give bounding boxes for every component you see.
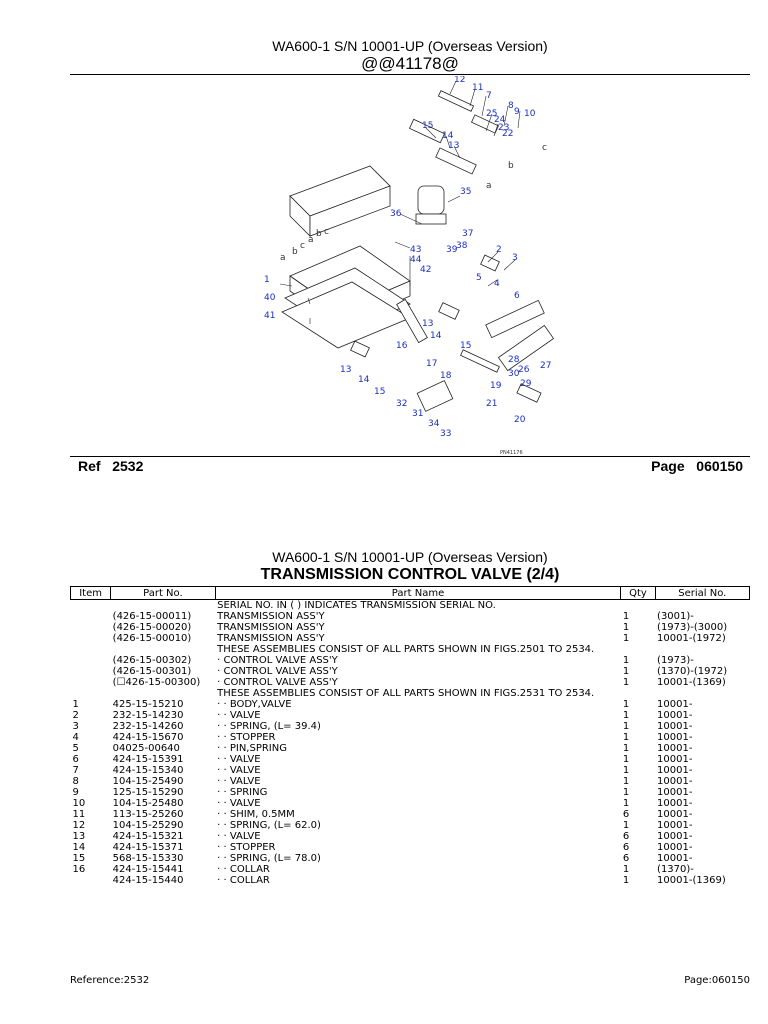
part-number-label: 40	[264, 293, 276, 303]
cell-qty: 1	[622, 710, 630, 721]
part-number-label: 32	[396, 399, 408, 409]
cell-qty: 1	[622, 622, 630, 633]
cell-qty: 1	[622, 611, 630, 622]
col-qty-header: Qty	[621, 587, 655, 600]
cell-part-name: · · VALVE	[217, 831, 261, 842]
table-row	[71, 831, 750, 842]
cell-part-no: 424-15-15440	[112, 875, 184, 886]
cell-qty: 1	[622, 754, 630, 765]
cell-part-no: 232-15-14260	[112, 721, 184, 732]
part-number-label: 24	[494, 115, 506, 125]
part-number-label: 13	[448, 141, 460, 151]
cell-part-no: (426-15-00011)	[112, 611, 192, 622]
cell-qty: 1	[622, 732, 630, 743]
cell-item	[71, 633, 111, 644]
part-number-label: 11	[472, 83, 484, 93]
cell-serial: 10001-	[657, 842, 693, 853]
part-number-label: 6	[514, 291, 520, 301]
cell-part-no: (426-15-00020)	[112, 622, 192, 633]
table-row	[71, 666, 750, 677]
cell-item: 2	[72, 710, 79, 721]
cell-item: 12	[72, 820, 86, 831]
exploded-parts-diagram	[250, 76, 570, 456]
cell-part-no: 104-15-25290	[112, 820, 184, 831]
cell-qty	[621, 600, 655, 612]
col-part-header: Part No.	[111, 587, 215, 600]
cell-item	[71, 677, 111, 688]
cell-part-name: · · SPRING	[217, 787, 268, 798]
cell-item: 15	[72, 853, 86, 864]
cell-item	[71, 666, 111, 677]
cell-item: 11	[72, 809, 86, 820]
part-number-label: 9	[514, 107, 520, 117]
cell-part-name: · CONTROL VALVE ASS'Y	[217, 655, 338, 666]
cell-part-no	[111, 688, 215, 699]
part-number-label: 36	[390, 209, 402, 219]
spool-upper-1	[438, 91, 473, 112]
cell-part-name: · · SPRING, (L= 39.4)	[217, 721, 321, 732]
cell-qty: 6	[622, 853, 630, 864]
part-number-label: 12	[454, 76, 466, 85]
table-row	[71, 809, 750, 820]
table-row	[71, 721, 750, 732]
cell-serial: 10001-	[657, 754, 693, 765]
part-number-label: 14	[430, 331, 442, 341]
ref-value: 2532	[112, 458, 144, 474]
part-number-label: 15	[374, 387, 386, 397]
part-number-label: 18	[440, 371, 452, 381]
cell-part-name: · · VALVE	[217, 765, 261, 776]
cell-part-no: 424-15-15391	[112, 754, 184, 765]
cell-qty: 1	[622, 677, 630, 688]
cell-qty: 1	[622, 787, 630, 798]
cell-qty: 1	[622, 655, 630, 666]
cell-part-no: (426-15-00302)	[112, 655, 192, 666]
part-number-label: 20	[514, 415, 526, 425]
cell-serial	[655, 644, 749, 655]
cell-item: 3	[72, 721, 79, 732]
cell-part-no: 125-15-15290	[112, 787, 184, 798]
arrow-letter-label: a	[308, 235, 314, 245]
table-row	[71, 688, 750, 699]
cell-part-no	[111, 600, 215, 612]
arrow-letter-label: b	[316, 229, 322, 239]
table-row	[71, 776, 750, 787]
cell-item: 6	[72, 754, 79, 765]
cell-serial: 10001-	[657, 765, 693, 776]
cell-part-name: · · COLLAR	[217, 864, 270, 875]
part-number-label: 8	[508, 101, 514, 111]
cell-serial: 10001-	[657, 820, 693, 831]
cell-part-no: (426-15-00010)	[112, 633, 192, 644]
cell-item: 1	[72, 699, 79, 710]
cell-qty: 1	[622, 798, 630, 809]
valve-13-mid	[439, 303, 460, 320]
section-title: WA600-1 S/N 10001-UP (Overseas Version)	[272, 549, 548, 565]
cell-serial: 10001-	[657, 699, 693, 710]
cell-serial: 10001-	[657, 732, 693, 743]
cell-part-no: 04025-00640	[112, 743, 180, 754]
part-number-label: 25	[486, 109, 498, 119]
table-row	[71, 710, 750, 721]
part-number-label: 21	[486, 399, 498, 409]
cell-part-no: 104-15-25480	[112, 798, 184, 809]
cell-part-no: 424-15-15670	[112, 732, 184, 743]
part-number-label: 23	[498, 123, 510, 133]
footer-reference: Reference:2532	[70, 975, 150, 986]
part-number-label: 10	[524, 109, 536, 119]
cell-serial: 10001-	[657, 809, 693, 820]
table-row	[71, 644, 750, 655]
cell-serial: (1370)-(1972)	[657, 666, 728, 677]
cell-part-name: · · COLLAR	[217, 875, 270, 886]
cell-part-name: SERIAL NO. IN ( ) INDICATES TRANSMISSION SERIAL NO.	[217, 600, 496, 611]
cell-part-name: TRANSMISSION ASS'Y	[217, 622, 325, 633]
cell-item	[71, 611, 111, 622]
table-row	[71, 732, 750, 743]
cell-serial: 10001-	[657, 831, 693, 842]
cell-part-name: · · VALVE	[217, 776, 261, 787]
cell-part-name: · · VALVE	[217, 798, 261, 809]
cell-part-name: · · BODY,VALVE	[217, 699, 292, 710]
table-row	[71, 787, 750, 798]
cell-part-no	[111, 644, 215, 655]
arrow-letter-label: c	[300, 241, 305, 251]
section-heading: TRANSMISSION CONTROL VALVE (2/4)	[260, 566, 560, 583]
part-number-label: 13	[422, 319, 434, 329]
cell-qty: 1	[622, 875, 630, 886]
cell-item: 9	[72, 787, 79, 798]
cell-serial: 10001-	[657, 853, 693, 864]
document-title: WA600-1 S/N 10001-UP (Overseas Version)	[272, 38, 548, 54]
part-number-label: 15	[422, 121, 434, 131]
table-header-row	[71, 587, 750, 600]
arrow-letter-label: c	[324, 227, 329, 237]
cell-part-no: (426-15-00301)	[112, 666, 192, 677]
part-number-label: 13	[340, 365, 352, 375]
cell-item: 5	[72, 743, 79, 754]
document-code: @@41178@	[361, 54, 459, 73]
cell-part-no: 424-15-15441	[112, 864, 184, 875]
table-row	[71, 743, 750, 754]
page-value: 060150	[696, 458, 743, 474]
part-number-label: 14	[358, 375, 370, 385]
part-number-label: 7	[486, 91, 492, 101]
solenoid-base	[416, 214, 446, 224]
part-number-label: 5	[476, 273, 482, 283]
arrow-letter-label: c	[542, 143, 547, 153]
cell-serial: 10001-	[657, 776, 693, 787]
parts-table	[70, 586, 750, 886]
ref-rule	[70, 456, 750, 457]
part-number-label: 4	[494, 279, 500, 289]
diagram-code: PN41176	[500, 450, 523, 456]
cell-part-name: · · VALVE	[217, 710, 261, 721]
part-number-label: 41	[264, 311, 276, 321]
cell-qty: 6	[622, 831, 630, 842]
ref-label: Ref	[78, 458, 101, 474]
table-row	[71, 699, 750, 710]
part-number-label: 2	[496, 245, 502, 255]
part-number-label: 44	[410, 255, 422, 265]
cell-serial: 10001-	[657, 787, 693, 798]
cell-serial: (1370)-	[657, 864, 694, 875]
arrow-letter-label: b	[508, 161, 514, 171]
cell-part-name: · CONTROL VALVE ASS'Y	[217, 677, 338, 688]
cell-serial: 10001-	[657, 798, 693, 809]
cell-serial: 10001-	[657, 710, 693, 721]
part-number-label: 33	[440, 429, 452, 439]
part-number-label: 22	[502, 129, 514, 139]
cell-part-name: TRANSMISSION ASS'Y	[217, 611, 325, 622]
part-number-label: 28	[508, 355, 520, 365]
table-row	[71, 875, 750, 886]
cell-part-no: 104-15-25490	[112, 776, 184, 787]
table-row	[71, 754, 750, 765]
cell-qty: 1	[622, 699, 630, 710]
cell-qty: 1	[622, 820, 630, 831]
part-number-label: 37	[462, 229, 474, 239]
table-row	[71, 600, 750, 612]
cell-item	[71, 655, 111, 666]
part-number-labels	[264, 76, 551, 439]
table-row	[71, 798, 750, 809]
cell-serial: 10001-(1972)	[657, 633, 726, 644]
table-row	[71, 622, 750, 633]
cell-item: 8	[72, 776, 79, 787]
part-number-label: 16	[396, 341, 408, 351]
spring-19	[461, 350, 500, 372]
table-row	[71, 820, 750, 831]
cell-qty: 6	[622, 842, 630, 853]
parts-table-body	[71, 600, 750, 887]
cell-serial: 10001-	[657, 721, 693, 732]
cover-32	[417, 381, 453, 412]
part-number-label: 14	[442, 131, 454, 141]
cell-qty: 1	[622, 765, 630, 776]
cell-part-name: · · SPRING, (L= 78.0)	[217, 853, 321, 864]
cell-part-name: · · VALVE	[217, 754, 261, 765]
table-row	[71, 842, 750, 853]
cell-serial: (3001)-	[657, 611, 694, 622]
cell-qty: 1	[622, 633, 630, 644]
table-row	[71, 765, 750, 776]
cell-item: 16	[72, 864, 86, 875]
cell-part-name: THESE ASSEMBLIES CONSIST OF ALL PARTS SHOWN IN FIGS.2501 TO 2534.	[217, 644, 595, 655]
table-row	[71, 633, 750, 644]
part-number-label: 35	[460, 187, 472, 197]
part-number-label: 19	[490, 381, 502, 391]
cell-qty: 6	[622, 809, 630, 820]
cell-item: 7	[72, 765, 79, 776]
arrow-letter-label: b	[292, 247, 298, 257]
table-row	[71, 655, 750, 666]
spool-upper-4	[436, 148, 476, 174]
solenoid	[418, 186, 444, 214]
cell-part-name: · · SPRING, (L= 62.0)	[217, 820, 321, 831]
cell-serial	[655, 688, 749, 699]
cell-part-no: 425-15-15210	[112, 699, 184, 710]
arrow-letter-label: a	[280, 253, 286, 263]
arrow-letter-label: a	[486, 181, 492, 191]
valve-lower-13	[351, 341, 370, 357]
ref-info	[78, 458, 143, 474]
cell-item: 10	[72, 798, 86, 809]
cell-part-no: 424-15-15340	[112, 765, 184, 776]
table-row	[71, 864, 750, 875]
cell-part-no: 568-15-15330	[112, 853, 184, 864]
cell-item: 13	[72, 831, 86, 842]
cell-part-no: 424-15-15321	[112, 831, 184, 842]
cell-part-no: 424-15-15371	[112, 842, 184, 853]
cell-qty: 1	[622, 864, 630, 875]
part-number-label: 27	[540, 361, 552, 371]
cell-part-name: TRANSMISSION ASS'Y	[217, 633, 325, 644]
cell-qty	[621, 644, 655, 655]
cell-part-no: 232-15-14230	[112, 710, 184, 721]
cell-qty: 1	[622, 721, 630, 732]
part-number-label: 39	[446, 245, 458, 255]
part-number-label: 31	[412, 409, 424, 419]
footer-page: Page:060150	[684, 975, 750, 986]
page-info	[651, 458, 743, 474]
cell-item	[71, 875, 111, 886]
cell-item: 4	[72, 732, 79, 743]
cell-qty: 1	[622, 666, 630, 677]
part-number-label: 26	[518, 365, 530, 375]
cell-item	[71, 622, 111, 633]
cell-serial: 10001-(1369)	[657, 677, 726, 688]
part-number-label: 38	[456, 241, 468, 251]
cell-serial	[655, 600, 749, 612]
part-number-label: 42	[420, 265, 432, 275]
cell-serial: (1973)-(3000)	[657, 622, 728, 633]
table-row	[71, 611, 750, 622]
cell-item	[71, 644, 111, 655]
part-number-label: 1	[264, 275, 270, 285]
valve-2	[481, 255, 500, 271]
table-row	[71, 853, 750, 864]
cell-part-name: · · SHIM, 0.5MM	[217, 809, 295, 820]
cell-part-no: (☐426-15-00300)	[112, 677, 201, 688]
cell-qty	[621, 688, 655, 699]
cell-part-no: 113-15-25260	[112, 809, 184, 820]
cell-item	[71, 600, 111, 612]
cell-part-name: THESE ASSEMBLIES CONSIST OF ALL PARTS SHOWN IN FIGS.2531 TO 2534.	[217, 688, 595, 699]
cell-serial: 10001-	[657, 743, 693, 754]
col-name-header: Part Name	[215, 587, 621, 600]
cell-serial: (1973)-	[657, 655, 694, 666]
col-item-header: Item	[71, 587, 111, 600]
part-number-label: 17	[426, 359, 438, 369]
part-number-label: 30	[508, 369, 520, 379]
cell-item	[71, 688, 111, 699]
cell-part-name: · · STOPPER	[217, 842, 276, 853]
cell-part-name: · · STOPPER	[217, 732, 276, 743]
part-number-label: 15	[460, 341, 472, 351]
part-number-label: 3	[512, 253, 518, 263]
cell-qty: 1	[622, 776, 630, 787]
header-rule	[70, 74, 750, 75]
part-number-label: 29	[520, 379, 532, 389]
cell-qty: 1	[622, 743, 630, 754]
cell-item: 14	[72, 842, 86, 853]
cell-part-name: · · PIN,SPRING	[217, 743, 287, 754]
table-row	[71, 677, 750, 688]
cell-part-name: · CONTROL VALVE ASS'Y	[217, 666, 338, 677]
col-serial-header: Serial No.	[655, 587, 749, 600]
part-number-label: 34	[428, 419, 440, 429]
cell-serial: 10001-(1369)	[657, 875, 726, 886]
part-number-label: 43	[410, 245, 422, 255]
page-label: Page	[651, 458, 685, 474]
